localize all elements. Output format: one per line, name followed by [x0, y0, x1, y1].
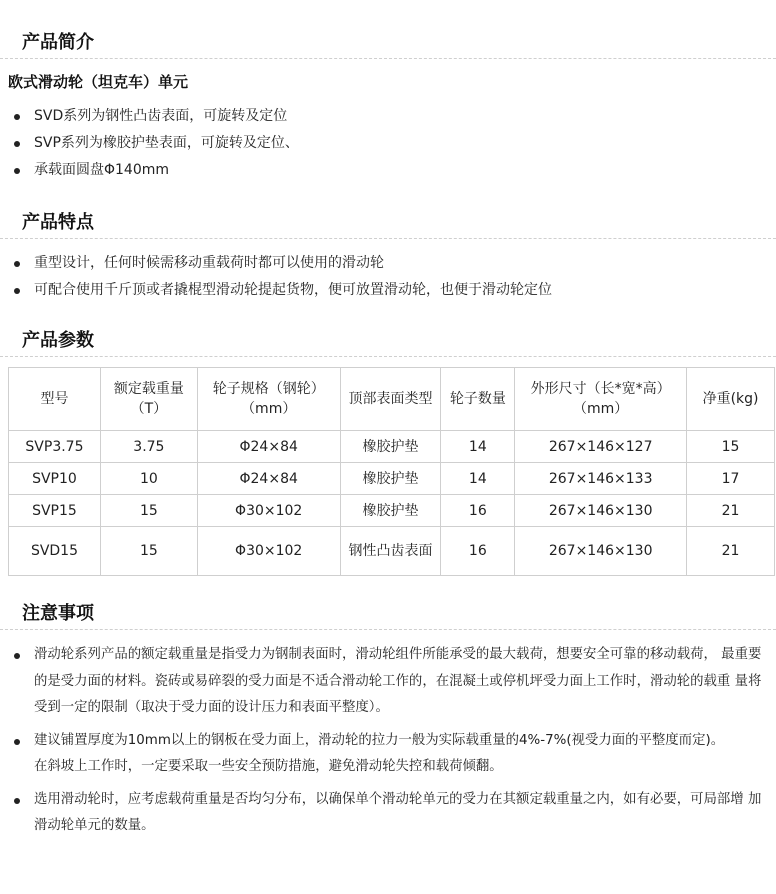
section-title-intro — [0, 18, 776, 59]
table-cell: Φ24×84 — [197, 431, 340, 463]
table-cell: Φ30×102 — [197, 527, 340, 576]
list-item — [0, 642, 776, 722]
table-row — [9, 463, 775, 495]
note-extra-text: 在斜坡上工作时，一定要采取一些安全预防措施，避免滑动轮失控和载荷倾翻。 — [34, 759, 503, 774]
header-cell: 顶部表面类型 — [340, 368, 441, 431]
intro-list — [0, 103, 299, 184]
table-cell: 10 — [100, 463, 197, 495]
table-cell: 钢性凸齿表面 — [340, 527, 441, 576]
list-item: 重型设计，任何时候需移动重载荷时都可以使用的滑动轮 — [0, 250, 552, 277]
table-row — [9, 495, 775, 527]
section-title-text: 产品特点 — [22, 212, 94, 233]
table-cell: 14 — [441, 463, 515, 495]
list-item — [0, 787, 776, 840]
header-cell: 额定载重量（T） — [100, 368, 197, 431]
list-item: SVD系列为钢性凸齿表面，可旋转及定位 — [0, 103, 299, 130]
header-cell: 型号 — [9, 368, 101, 431]
list-item: 可配合使用千斤顶或者撬棍型滑动轮提起货物，便可放置滑动轮，也便于滑动轮定位 — [0, 277, 552, 304]
table-cell: 21 — [687, 495, 775, 527]
table-cell: 267×146×133 — [515, 463, 687, 495]
table-cell: 14 — [441, 431, 515, 463]
table-cell: Φ30×102 — [197, 495, 340, 527]
table-cell: 橡胶护垫 — [340, 463, 441, 495]
table-cell: 16 — [441, 495, 515, 527]
table-cell: 16 — [441, 527, 515, 576]
list-item: 承载面圆盘Φ140mm — [0, 157, 299, 184]
section-title-text: 注意事项 — [22, 603, 94, 624]
table-cell: 21 — [687, 527, 775, 576]
product-subtitle: 欧式滑动轮（坦克车）单元 — [8, 73, 189, 91]
table-cell: 267×146×127 — [515, 431, 687, 463]
note-text: 建议铺置厚度为10mm以上的钢板在受力面上，滑动轮的拉力一般为实际载重量的4%-7%(视受力面的平整度而定)。 — [34, 732, 725, 748]
section-title-params — [0, 316, 776, 357]
table-cell: Φ24×84 — [197, 463, 340, 495]
table-cell: SVP15 — [9, 495, 101, 527]
table-cell: 橡胶护垫 — [340, 495, 441, 527]
table-header-row — [9, 368, 775, 431]
features-list — [0, 250, 552, 304]
table-cell: 267×146×130 — [515, 495, 687, 527]
table-cell: 267×146×130 — [515, 527, 687, 576]
section-title-features — [0, 198, 776, 239]
table-cell: 15 — [100, 495, 197, 527]
section-title-notes — [0, 589, 776, 630]
list-item: SVP系列为橡胶护垫表面，可旋转及定位、 — [0, 130, 299, 157]
list-item — [0, 728, 776, 781]
header-cell: 轮子数量 — [441, 368, 515, 431]
table-cell: 15 — [100, 527, 197, 576]
table-cell: 17 — [687, 463, 775, 495]
table-cell: 15 — [687, 431, 775, 463]
params-table — [8, 367, 775, 576]
header-cell: 轮子规格（钢轮）（mm） — [197, 368, 340, 431]
table-cell: 3.75 — [100, 431, 197, 463]
header-cell: 净重(kg) — [687, 368, 775, 431]
note-text: 滑动轮系列产品的额定载重量是指受力为钢制表面时，滑动轮组件所能承受的最大载荷，想要安全可靠的移动载荷， 最重要的是受力面的材料。瓷砖或易碎裂的受力面是不适合滑动轮工作的，在混凝土或停机坪受力面上工作时，滑动轮的载重 量将受到一定的限制（取决于受力面的设计压力和表面平整度）。 — [34, 647, 762, 715]
notes-list — [0, 642, 776, 840]
table-cell: SVD15 — [9, 527, 101, 576]
section-title-text: 产品参数 — [22, 330, 94, 351]
table-row — [9, 527, 775, 576]
table-cell: SVP10 — [9, 463, 101, 495]
table-cell: 橡胶护垫 — [340, 431, 441, 463]
section-title-text: 产品简介 — [22, 32, 94, 53]
table-row — [9, 431, 775, 463]
header-cell: 外形尺寸（长*宽*高）（mm） — [515, 368, 687, 431]
table-cell: SVP3.75 — [9, 431, 101, 463]
note-text: 选用滑动轮时，应考虑载荷重量是否均匀分布，以确保单个滑动轮单元的受力在其额定载重量之内，如有必要，可局部增 加滑动轮单元的数量。 — [34, 791, 762, 833]
